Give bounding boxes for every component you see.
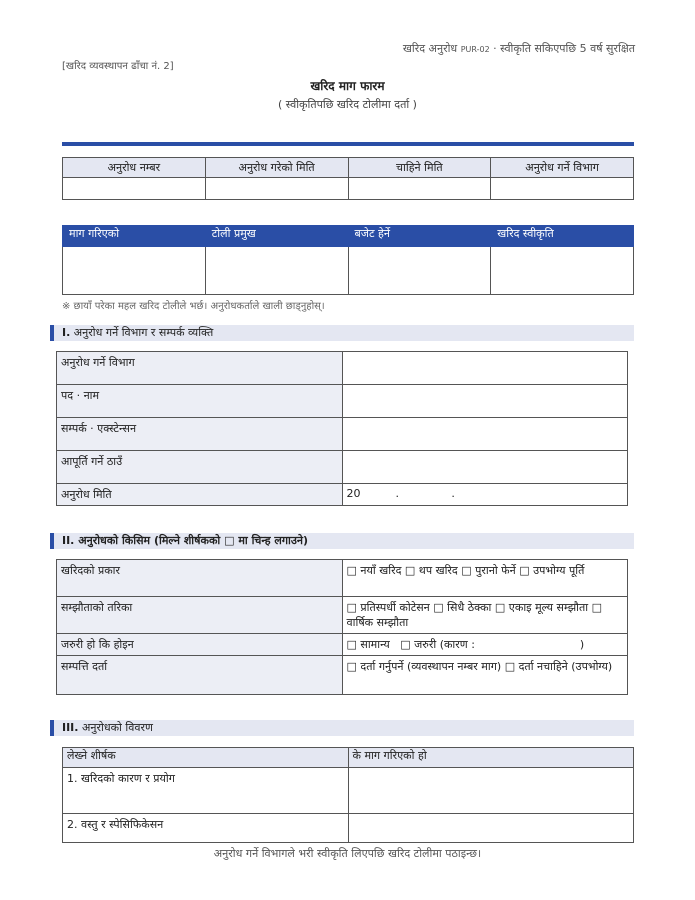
table-row — [63, 768, 634, 814]
request-info-table — [62, 157, 634, 200]
delivery-location-field[interactable] — [342, 451, 628, 484]
section-2-title: अनुरोधको किसिम (मिल्ने शीर्षकको □ मा चिन्ह लगाउने) — [74, 534, 309, 547]
approval-note: ※ छायाँ परेका महल खरिद टोलीले भर्छ। अनुरोधकर्ताले खाली छाड्नुहोस्। — [62, 301, 325, 312]
requested-by-signature[interactable] — [63, 247, 206, 295]
request-date-label: अनुरोध मिति — [57, 484, 343, 506]
item-spec-field[interactable] — [348, 814, 634, 843]
section-2-heading — [50, 533, 634, 549]
purchase-reason-field[interactable] — [348, 768, 634, 814]
section-2-table — [56, 559, 628, 695]
table-row — [57, 484, 628, 506]
table-row — [57, 656, 628, 695]
request-date-field[interactable] — [205, 178, 348, 200]
retention-prefix: खरिद अनुरोध — [402, 42, 461, 55]
section-1-table — [56, 351, 628, 506]
section-1-heading — [50, 325, 634, 341]
urgency-label: जरुरी हो कि होइन — [57, 634, 343, 656]
header-entry-title: लेख्ने शीर्षक — [63, 748, 349, 768]
urgency-options[interactable]: □ सामान्य □ जरुरी (कारण : ) — [342, 634, 628, 656]
team-lead-signature[interactable] — [205, 247, 348, 295]
section-3-heading — [50, 720, 634, 736]
form-title: खरिद माग फारम — [310, 79, 385, 93]
department-label: अनुरोध गर्ने विभाग — [57, 352, 343, 385]
header-request-date: अनुरोध गरेको मिति — [205, 158, 348, 178]
purchase-type-options[interactable]: □ नयाँ खरिद □ थप खरिद □ पुरानो फेर्ने □ उपभोग्य पूर्ति — [342, 560, 628, 597]
contact-extension-field[interactable] — [342, 418, 628, 451]
header-divider — [62, 142, 634, 146]
form-code: PUR-02 — [460, 45, 490, 54]
section-3-number: III. — [62, 721, 79, 734]
header-request-number: अनुरोध नम्बर — [63, 158, 206, 178]
retention-notice — [403, 41, 635, 56]
section-1-title: अनुरोध गर्ने विभाग र सम्पर्क व्यक्ति — [70, 326, 214, 339]
header-requested-item: के माग गरिएको हो — [348, 748, 634, 768]
table-row — [63, 814, 634, 843]
form-subtitle: ( स्वीकृतिपछि खरिद टोलीमा दर्ता ) — [278, 98, 417, 111]
header-requested-by: माग गरिएको — [63, 226, 206, 247]
position-name-label: पद · नाम — [57, 385, 343, 418]
table-row — [57, 597, 628, 634]
table-row — [57, 451, 628, 484]
delivery-location-label: आपूर्ति गर्ने ठाउँ — [57, 451, 343, 484]
request-number-field[interactable] — [63, 178, 206, 200]
table-row — [57, 385, 628, 418]
header-requesting-department: अनुरोध गर्ने विभाग — [491, 158, 634, 178]
footer-note: अनुरोध गर्ने विभागले भरी स्वीकृति लिएपछि खरिद टोलीमा पठाइन्छ। — [213, 847, 482, 860]
requesting-department-field[interactable] — [491, 178, 634, 200]
request-date-input[interactable]: 20 . . — [342, 484, 628, 506]
section-3-title: अनुरोधको विवरण — [78, 721, 153, 734]
contract-method-label: सम्झौताको तरिका — [57, 597, 343, 634]
table-row — [57, 352, 628, 385]
needed-date-field[interactable] — [348, 178, 491, 200]
approval-table — [62, 225, 634, 295]
contract-method-options[interactable]: □ प्रतिस्पर्धी कोटेसन □ सिधै ठेक्का □ एकाइ मूल्य सम्झौता □ वार्षिक सम्झौता — [342, 597, 628, 634]
asset-registration-label: सम्पत्ति दर्ता — [57, 656, 343, 695]
purchase-type-label: खरिदको प्रकार — [57, 560, 343, 597]
header-team-lead: टोली प्रमुख — [205, 226, 348, 247]
form-template-tag: [खरिद व्यवस्थापन ढाँचा नं. 2] — [62, 61, 174, 72]
header-purchase-approval: खरिद स्वीकृति — [491, 226, 634, 247]
purchase-approval-signature[interactable] — [491, 247, 634, 295]
department-field[interactable] — [342, 352, 628, 385]
contact-extension-label: सम्पर्क · एक्स्टेन्सन — [57, 418, 343, 451]
section-2-number: II. — [62, 534, 75, 547]
table-row — [57, 634, 628, 656]
asset-registration-options[interactable]: □ दर्ता गर्नुपर्ने (व्यवस्थापन नम्बर माग) □ दर्ता नचाहिने (उपभोग्य) — [342, 656, 628, 695]
section-3-table — [62, 747, 634, 843]
budget-reviewer-signature[interactable] — [348, 247, 491, 295]
position-name-field[interactable] — [342, 385, 628, 418]
section-1-number: I. — [62, 326, 71, 339]
table-row — [57, 418, 628, 451]
header-budget-reviewer: बजेट हेर्ने — [348, 226, 491, 247]
purchase-reason-label: 1. खरिदको कारण र प्रयोग — [63, 768, 349, 814]
item-spec-label: 2. वस्तु र स्पेसिफिकेसन — [63, 814, 349, 843]
table-row — [57, 560, 628, 597]
header-needed-date: चाहिने मिति — [348, 158, 491, 178]
retention-suffix: · स्वीकृति सकिएपछि 5 वर्ष सुरक्षित — [489, 42, 635, 55]
